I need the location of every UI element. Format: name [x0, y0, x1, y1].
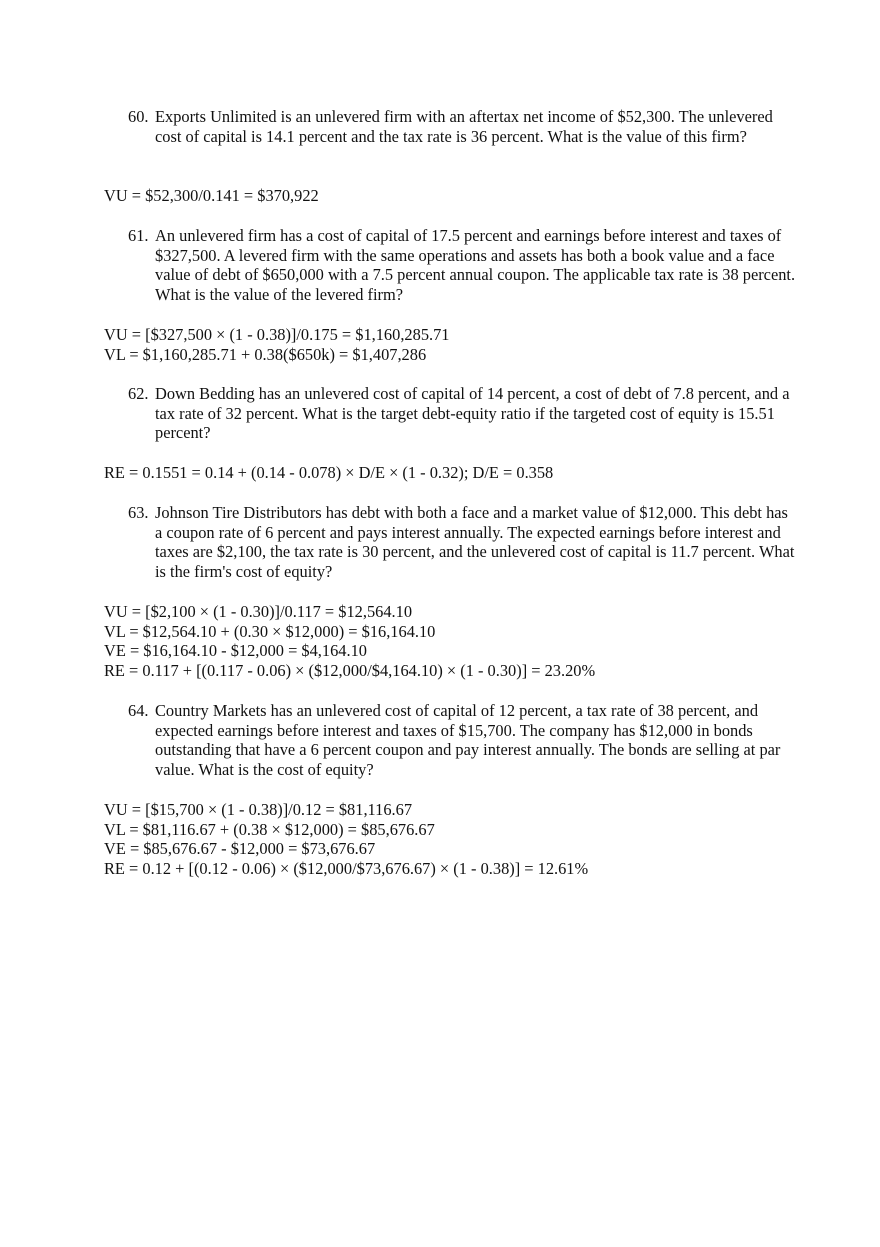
solution-line: VE = $16,164.10 - $12,000 = $4,164.10 [104, 641, 367, 660]
question-text: An unlevered firm has a cost of capital of 17.5 percent and earnings before interest and taxes of $327,500. A levered firm with the same operations and assets has both a book value and a face value of debt of $650,000 with a 7.5 percent annual coupon. The applicable tax rate is 38 percent. What is the value of the levered firm? [155, 226, 796, 304]
question-number: 61. [128, 226, 149, 245]
question-number: 64. [128, 701, 149, 720]
solution-line: VU = [$327,500 × (1 - 0.38)]/0.175 = $1,160,285.71 [104, 325, 450, 344]
question-text: Johnson Tire Distributors has debt with both a face and a market value of $12,000. This debt has a coupon rate of 6 percent and pays interest annually. The expected earnings before interest and taxes are $2,100, the tax rate is 30 percent, and the unlevered cost of capital is 11.7 percent. What is the firm's cost of equity? [155, 503, 795, 581]
solution-line: VL = $1,160,285.71 + 0.38($650k) = $1,407,286 [104, 344, 427, 364]
solution-line: VU = [$15,700 × (1 - 0.38)]/0.12 = $81,116.67 [104, 800, 413, 819]
solution-line: RE = 0.12 + [(0.12 - 0.06) × ($12,000/$73,676.67) × (1 - 0.38)] = 12.61% [104, 858, 589, 878]
question-62 [128, 384, 797, 443]
solution-line: VE = $85,676.67 - $12,000 = $73,676.67 [104, 839, 376, 858]
question-64 [128, 701, 797, 779]
solution-61 [104, 325, 804, 364]
question-63 [128, 503, 797, 581]
question-text: Down Bedding has an unlevered cost of capital of 14 percent, a cost of debt of 7.8 percent, and a tax rate of 32 percent. What is the target debt-equity ratio if the targeted cost of equity is 15.51 percent? [155, 384, 790, 442]
solution-line: VL = $81,116.67 + (0.38 × $12,000) = $85,676.67 [104, 819, 435, 839]
solution-62 [104, 463, 804, 483]
question-text: Country Markets has an unlevered cost of capital of 12 percent, a tax rate of 38 percent, and expected earnings before interest and taxes of $15,700. The company has $12,000 in bonds outstanding that have a 6 percent coupon and pay interest annually. The bonds are selling at par value. What is the cost of equity? [155, 701, 781, 779]
question-number: 63. [128, 503, 149, 522]
question-number: 60. [128, 107, 149, 126]
solution-line: VU = $52,300/0.141 = $370,922 [104, 186, 319, 205]
solution-60 [104, 186, 804, 206]
solution-63 [104, 602, 804, 680]
solution-line: RE = 0.117 + [(0.117 - 0.06) × ($12,000/$4,164.10) × (1 - 0.30)] = 23.20% [104, 660, 596, 680]
question-61 [128, 226, 797, 304]
question-text: Exports Unlimited is an unlevered firm with an aftertax net income of $52,300. The unlevered cost of capital is 14.1 percent and the tax rate is 36 percent. What is the value of this firm? [155, 107, 773, 146]
question-number: 62. [128, 384, 149, 403]
solution-line: VU = [$2,100 × (1 - 0.30)]/0.117 = $12,564.10 [104, 602, 413, 621]
solution-line: RE = 0.1551 = 0.14 + (0.14 - 0.078) × D/E × (1 - 0.32); D/E = 0.358 [104, 463, 554, 482]
solution-line: VL = $12,564.10 + (0.30 × $12,000) = $16,164.10 [104, 621, 436, 641]
question-60 [128, 107, 797, 146]
solution-64 [104, 800, 804, 878]
